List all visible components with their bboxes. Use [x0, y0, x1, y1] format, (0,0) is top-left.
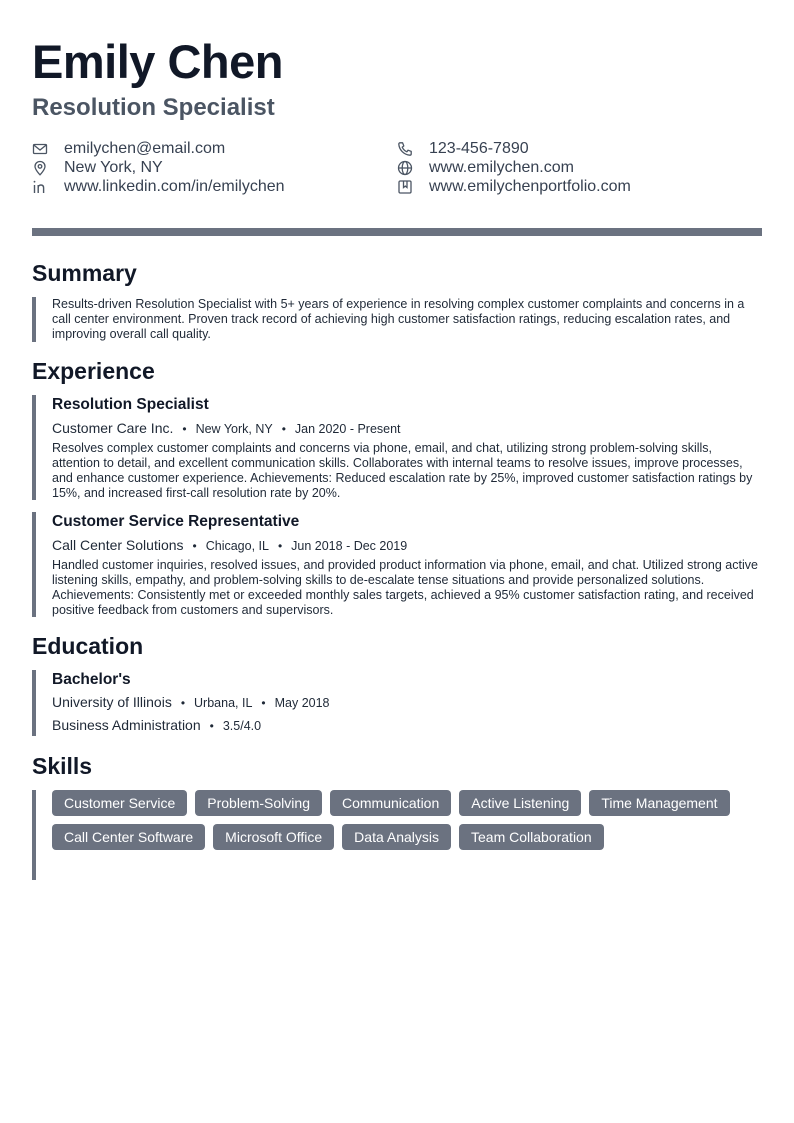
website-text[interactable]: www.emilychen.com — [429, 158, 574, 176]
location-text: New York, NY — [64, 158, 163, 176]
separator-dot: • — [192, 539, 197, 553]
job-dates: Jun 2018 - Dec 2019 — [291, 539, 408, 553]
job-dates: Jan 2020 - Present — [294, 422, 401, 436]
phone-icon — [397, 141, 413, 157]
skill-chip: Customer Service — [52, 790, 187, 816]
job-company: Call Center Solutions — [52, 537, 184, 553]
contact-phone[interactable] — [397, 139, 529, 158]
job-entry — [32, 512, 762, 617]
skills-block — [32, 790, 762, 880]
job-description: Resolves complex customer complaints and concerns via phone, email, and chat, utilizing strong problem-solving skills, attention to detail, and excellent communication skills. Collaborates with internal teams to resolve issues, improve processes, and enhance customer experience. Achievements: Reduced escalation rate by 25%, improved customer satisfaction ratings by 15%, and increased first-call resolution rate by 20%. — [52, 441, 753, 500]
email-text[interactable]: emilychen@email.com — [64, 139, 226, 157]
education-meta — [52, 692, 762, 713]
job-entry — [32, 395, 762, 500]
education-block — [32, 670, 762, 736]
globe-icon — [397, 160, 413, 176]
skill-chip: Team Collaboration — [459, 824, 604, 850]
job-title: Customer Service Representative — [52, 513, 300, 530]
linkedin-text[interactable]: www.linkedin.com/in/emilychen — [64, 177, 285, 195]
contact-info — [32, 139, 762, 199]
skill-chip: Communication — [330, 790, 451, 816]
linkedin-icon — [32, 179, 48, 195]
field-of-study: Business Administration — [52, 717, 201, 733]
summary-block — [32, 297, 762, 342]
skills-list — [52, 790, 762, 850]
phone-text[interactable]: 123-456-7890 — [429, 139, 529, 157]
experience-heading: Experience — [32, 358, 155, 384]
map-pin-icon — [32, 160, 48, 176]
header-divider — [32, 228, 762, 236]
contact-email[interactable] — [32, 139, 225, 158]
contact-website[interactable] — [397, 158, 574, 177]
separator-dot: • — [182, 422, 187, 436]
separator-dot: • — [261, 696, 266, 710]
skill-chip: Call Center Software — [52, 824, 205, 850]
graduation-date: May 2018 — [274, 696, 330, 710]
portfolio-icon — [397, 179, 413, 195]
education-field-row — [52, 715, 762, 736]
skill-chip: Data Analysis — [342, 824, 451, 850]
job-location: New York, NY — [195, 422, 273, 436]
contact-portfolio[interactable] — [397, 177, 631, 196]
job-company: Customer Care Inc. — [52, 420, 174, 436]
contact-linkedin[interactable] — [32, 177, 285, 196]
separator-dot: • — [209, 719, 214, 733]
summary-text: Results-driven Resolution Specialist with 5+ years of experience in resolving complex customer complaints and concerns in a call center environment. Proven track record of achieving high customer satisfaction ratings, reducing escalation rates, and improving overall call quality. — [52, 297, 745, 341]
job-location: Chicago, IL — [205, 539, 269, 553]
contact-location — [32, 158, 163, 177]
skill-chip: Active Listening — [459, 790, 581, 816]
separator-dot: • — [180, 696, 186, 710]
mail-icon — [32, 141, 48, 157]
education-heading: Education — [32, 633, 144, 659]
job-meta — [52, 535, 762, 556]
skill-chip: Time Management — [589, 790, 729, 816]
portfolio-text[interactable]: www.emilychenportfolio.com — [429, 177, 631, 195]
skill-chip: Microsoft Office — [213, 824, 334, 850]
degree: Bachelor's — [52, 671, 131, 688]
separator-dot: • — [281, 422, 286, 436]
job-description: Handled customer inquiries, resolved issues, and provided product information via phone, email, and chat. Utilized strong active listening skills, empathy, and problem-solving skills to de-escalate tense situations and provide personalized solutions. Achievements: Consistently met or exceeded monthly sales targets, achieved a 95% customer satisfaction rating, and received positive feedback from customers and supervisors. — [52, 558, 758, 617]
candidate-role: Resolution Specialist — [32, 94, 275, 121]
separator-dot: • — [277, 539, 283, 553]
skill-chip: Problem-Solving — [195, 790, 322, 816]
skills-heading: Skills — [32, 753, 93, 779]
job-title: Resolution Specialist — [52, 396, 209, 413]
job-meta — [52, 418, 762, 439]
candidate-name: Emily Chen — [32, 35, 283, 88]
summary-heading: Summary — [32, 260, 137, 286]
school-name: University of Illinois — [52, 694, 172, 710]
school-location: Urbana, IL — [194, 696, 253, 710]
gpa: 3.5/4.0 — [222, 719, 262, 733]
